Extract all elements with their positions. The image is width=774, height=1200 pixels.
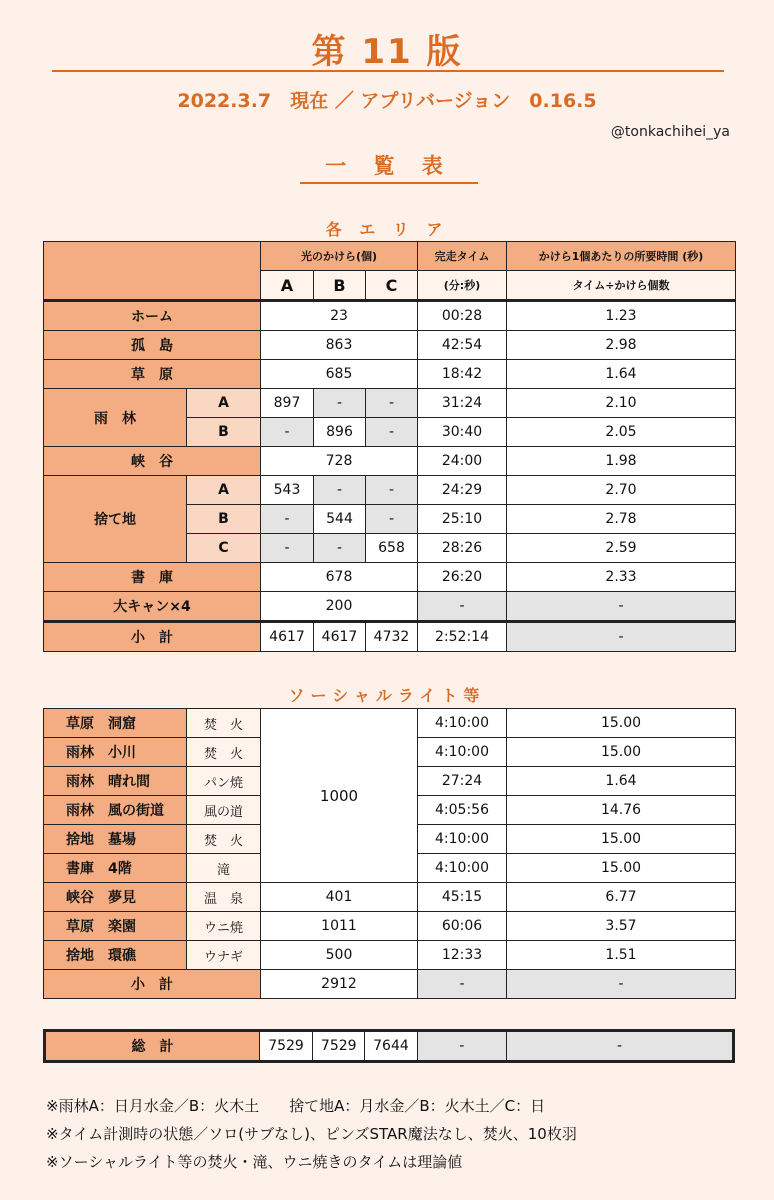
place-label: 草原 楽園 [44, 912, 187, 941]
social-section-title: ソーシャルライト等 [288, 686, 486, 705]
fragment-b: - [314, 389, 366, 418]
fragment-b: 4617 [314, 622, 366, 652]
row-label: 孤 島 [44, 331, 261, 360]
place-label: 峡谷 夢見 [44, 883, 187, 912]
row-label: 大キャン×4 [44, 592, 261, 622]
header-per-fragment: かけら1個あたりの所要時間 (秒) [507, 242, 736, 271]
fragment-count: 401 [261, 883, 418, 912]
title-underline [52, 70, 724, 72]
header-formula: タイム÷かけら個数 [507, 271, 736, 301]
fragment-count: 23 [261, 301, 418, 331]
per-cell: 2.05 [507, 418, 736, 447]
time-cell: 27:24 [418, 767, 507, 796]
table-row [44, 331, 736, 360]
time-cell: 4:10:00 [418, 709, 507, 738]
note-schedule: ※雨林A：日月水金／B：火木土 捨て地A：月水金／B：火木土／C：日 [46, 1097, 546, 1115]
row-label: 小 計 [44, 622, 261, 652]
per-cell: 15.00 [507, 738, 736, 767]
per-cell: 1.51 [507, 941, 736, 970]
page-title: 第 11 版 [311, 32, 463, 72]
time-cell: 4:10:00 [418, 738, 507, 767]
social-light-table [43, 708, 736, 999]
fragment-a: 897 [261, 389, 314, 418]
light-source: パン焼 [187, 767, 261, 796]
header-col-c: C [366, 271, 418, 301]
note-conditions: ※タイム計測時の状態／ソロ(サブなし)、ピンズSTAR魔法なし、焚火、10枚羽 [46, 1125, 577, 1143]
fragment-a: - [261, 534, 314, 563]
time-cell: 24:29 [418, 476, 507, 505]
fragment-b: 7529 [313, 1031, 365, 1062]
per-cell: 3.57 [507, 912, 736, 941]
header-col-a: A [261, 271, 314, 301]
areas-table [43, 241, 736, 652]
fragment-count: 200 [261, 592, 418, 622]
sub-label: B [187, 505, 261, 534]
per-cell: 15.00 [507, 709, 736, 738]
light-source: 焚 火 [187, 709, 261, 738]
place-label: 雨林 風の街道 [44, 796, 187, 825]
version-subtitle: 2022.3.7 現在 ／ アプリバージョン 0.16.5 [177, 90, 597, 112]
fragment-a: 7529 [259, 1031, 312, 1062]
per-cell: 15.00 [507, 825, 736, 854]
fragment-a: 543 [261, 476, 314, 505]
row-label: 捨て地 [44, 476, 187, 563]
time-cell: 4:05:56 [418, 796, 507, 825]
place-label: 草原 洞窟 [44, 709, 187, 738]
per-cell: - [506, 1031, 733, 1062]
fragment-count: 1011 [261, 912, 418, 941]
sub-label: C [187, 534, 261, 563]
list-title: 一 覧 表 [300, 150, 478, 184]
place-label: 捨地 墓場 [44, 825, 187, 854]
fragment-b: 896 [314, 418, 366, 447]
subtotal-row [44, 970, 736, 999]
place-label: 雨林 晴れ間 [44, 767, 187, 796]
row-label: 草 原 [44, 360, 261, 389]
place-label: 捨地 環礁 [44, 941, 187, 970]
time-cell: 30:40 [418, 418, 507, 447]
time-cell: 42:54 [418, 331, 507, 360]
per-cell: 2.10 [507, 389, 736, 418]
light-source: 焚 火 [187, 738, 261, 767]
table-row [44, 476, 736, 505]
light-source: 滝 [187, 854, 261, 883]
time-cell: 12:33 [418, 941, 507, 970]
light-source: ウニ焼 [187, 912, 261, 941]
light-source: 風の道 [187, 796, 261, 825]
header-time: 完走タイム [418, 242, 507, 271]
header-blank [44, 242, 261, 301]
per-cell: - [507, 622, 736, 652]
subtotal-row [44, 622, 736, 652]
fragment-c: - [366, 418, 418, 447]
time-cell: 4:10:00 [418, 854, 507, 883]
place-label: 雨林 小川 [44, 738, 187, 767]
fragment-count: 863 [261, 331, 418, 360]
row-label: 総 計 [45, 1031, 260, 1062]
areas-section-title: 各 エ リ ア [325, 220, 449, 239]
fragment-count: 685 [261, 360, 418, 389]
fragment-count: 728 [261, 447, 418, 476]
row-label: 書 庫 [44, 563, 261, 592]
time-cell: 28:26 [418, 534, 507, 563]
note-theoretical: ※ソーシャルライト等の焚火・滝、ウニ焼きのタイムは理論値 [46, 1153, 463, 1171]
table-row [44, 301, 736, 331]
per-cell: 15.00 [507, 854, 736, 883]
fragment-c: - [366, 505, 418, 534]
table-row [44, 360, 736, 389]
time-cell: 25:10 [418, 505, 507, 534]
fragment-count: 678 [261, 563, 418, 592]
time-cell: 4:10:00 [418, 825, 507, 854]
time-cell: 00:28 [418, 301, 507, 331]
fragment-a: 4617 [261, 622, 314, 652]
per-cell: 2.98 [507, 331, 736, 360]
total-row [45, 1031, 734, 1062]
row-label: 峡 谷 [44, 447, 261, 476]
time-cell: 26:20 [418, 563, 507, 592]
per-cell: 1.23 [507, 301, 736, 331]
table-row [44, 592, 736, 622]
per-cell: 14.76 [507, 796, 736, 825]
fragment-a: - [261, 418, 314, 447]
table-row [44, 389, 736, 418]
header-col-b: B [314, 271, 366, 301]
time-cell: 18:42 [418, 360, 507, 389]
per-cell: 1.64 [507, 767, 736, 796]
time-cell: - [418, 970, 507, 999]
fragment-c: 658 [366, 534, 418, 563]
fragment-b: 544 [314, 505, 366, 534]
header-time-unit: (分:秒) [418, 271, 507, 301]
row-label: ホーム [44, 301, 261, 331]
table-row [44, 912, 736, 941]
per-cell: - [507, 592, 736, 622]
sub-label: A [187, 389, 261, 418]
footnotes [46, 1092, 577, 1176]
time-cell: 2:52:14 [418, 622, 507, 652]
sub-label: B [187, 418, 261, 447]
light-source: 焚 火 [187, 825, 261, 854]
time-cell: 45:15 [418, 883, 507, 912]
fragment-count: 500 [261, 941, 418, 970]
table-row [44, 709, 736, 738]
table-row [44, 883, 736, 912]
grand-total-table [43, 1029, 735, 1063]
time-cell: - [418, 592, 507, 622]
fragment-c: 4732 [366, 622, 418, 652]
fragment-c: - [366, 476, 418, 505]
sub-label: A [187, 476, 261, 505]
table-row [44, 941, 736, 970]
per-cell: - [507, 970, 736, 999]
author-handle: @tonkachihei_ya [610, 124, 730, 140]
per-cell: 2.59 [507, 534, 736, 563]
fragment-b: - [314, 476, 366, 505]
time-cell: 24:00 [418, 447, 507, 476]
per-cell: 1.64 [507, 360, 736, 389]
fragment-c: 7644 [365, 1031, 417, 1062]
row-label: 雨 林 [44, 389, 187, 447]
row-label: 小 計 [44, 970, 261, 999]
table-row [44, 447, 736, 476]
per-cell: 2.70 [507, 476, 736, 505]
time-cell: 31:24 [418, 389, 507, 418]
per-cell: 2.78 [507, 505, 736, 534]
fragment-a: - [261, 505, 314, 534]
fragment-count: 2912 [261, 970, 418, 999]
place-label: 書庫 4階 [44, 854, 187, 883]
per-cell: 6.77 [507, 883, 736, 912]
per-cell: 1.98 [507, 447, 736, 476]
merged-fragment-count: 1000 [261, 709, 418, 883]
table-row [44, 563, 736, 592]
light-source: ウナギ [187, 941, 261, 970]
header-fragments: 光のかけら(個) [261, 242, 418, 271]
time-cell: 60:06 [418, 912, 507, 941]
fragment-c: - [366, 389, 418, 418]
per-cell: 2.33 [507, 563, 736, 592]
time-cell: - [417, 1031, 506, 1062]
light-source: 温 泉 [187, 883, 261, 912]
fragment-b: - [314, 534, 366, 563]
